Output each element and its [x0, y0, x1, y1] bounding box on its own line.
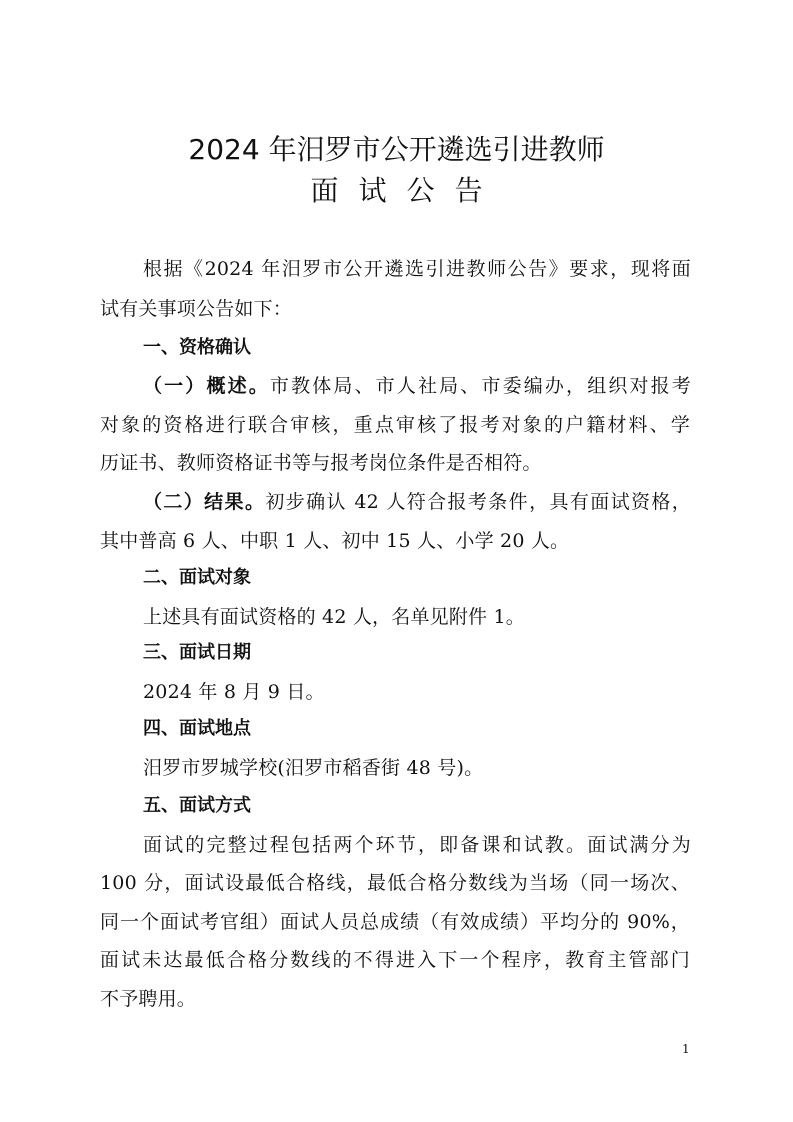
- method-line-3: 同一个面试考官组）面试人员总成绩（有效成绩）平均分的 90%，: [100, 911, 690, 933]
- document-title-line1: 2024 年汨罗市公开遴选引进教师: [188, 133, 605, 166]
- qualification-result-line-1: [143, 489, 691, 515]
- qualification-result-label: （二）结果。: [143, 491, 266, 513]
- section-heading-location: 四、面试地点: [143, 718, 251, 739]
- location-text: 汨罗市罗城学校(汨罗市稻香街 48 号)。: [143, 757, 484, 779]
- section-heading-method: 五、面试方式: [143, 795, 251, 816]
- qualification-overview-line-1: [143, 373, 691, 399]
- date-text: 2024 年 8 月 9 日。: [143, 681, 325, 703]
- qualification-overview-text: 市教体局、市人社局、市委编办，组织对报考: [269, 375, 691, 397]
- qualification-overview-label: （一）概述。: [143, 375, 270, 397]
- method-line-1: 面试的完整过程包括两个环节，即备课和试教。面试满分为: [143, 834, 691, 856]
- method-line-4: 面试未达最低合格分数线的不得进入下一个程序，教育主管部门: [100, 949, 690, 971]
- document-title-line2: 面试公告: [310, 174, 503, 207]
- qualification-result-line-2: 其中普高 6 人、中职 1 人、初中 15 人、小学 20 人。: [100, 530, 570, 552]
- qualification-result-text: 初步确认 42 人符合报考条件，具有面试资格，: [265, 491, 691, 513]
- section-heading-candidates: 二、面试对象: [143, 567, 251, 588]
- method-line-2: 100 分，面试设最低合格线，最低合格分数线为当场（同一场次、: [100, 872, 690, 894]
- qualification-overview-line-3: 历证书、教师资格证书等与报考岗位条件是否相符。: [100, 452, 542, 474]
- intro-line-1: 根据《2024 年汨罗市公开遴选引进教师公告》要求，现将面: [143, 258, 691, 280]
- section-heading-date: 三、面试日期: [143, 642, 251, 663]
- qualification-overview-line-2: 对象的资格进行联合审核，重点审核了报考对象的户籍材料、学: [100, 414, 690, 436]
- section-heading-qualification: 一、资格确认: [143, 337, 251, 358]
- intro-line-2: 试有关事项公告如下：: [100, 298, 293, 320]
- method-line-5: 不予聘用。: [100, 988, 197, 1010]
- candidates-text: 上述具有面试资格的 42 人，名单见附件 1。: [143, 606, 525, 628]
- page-number: 1: [682, 1042, 690, 1056]
